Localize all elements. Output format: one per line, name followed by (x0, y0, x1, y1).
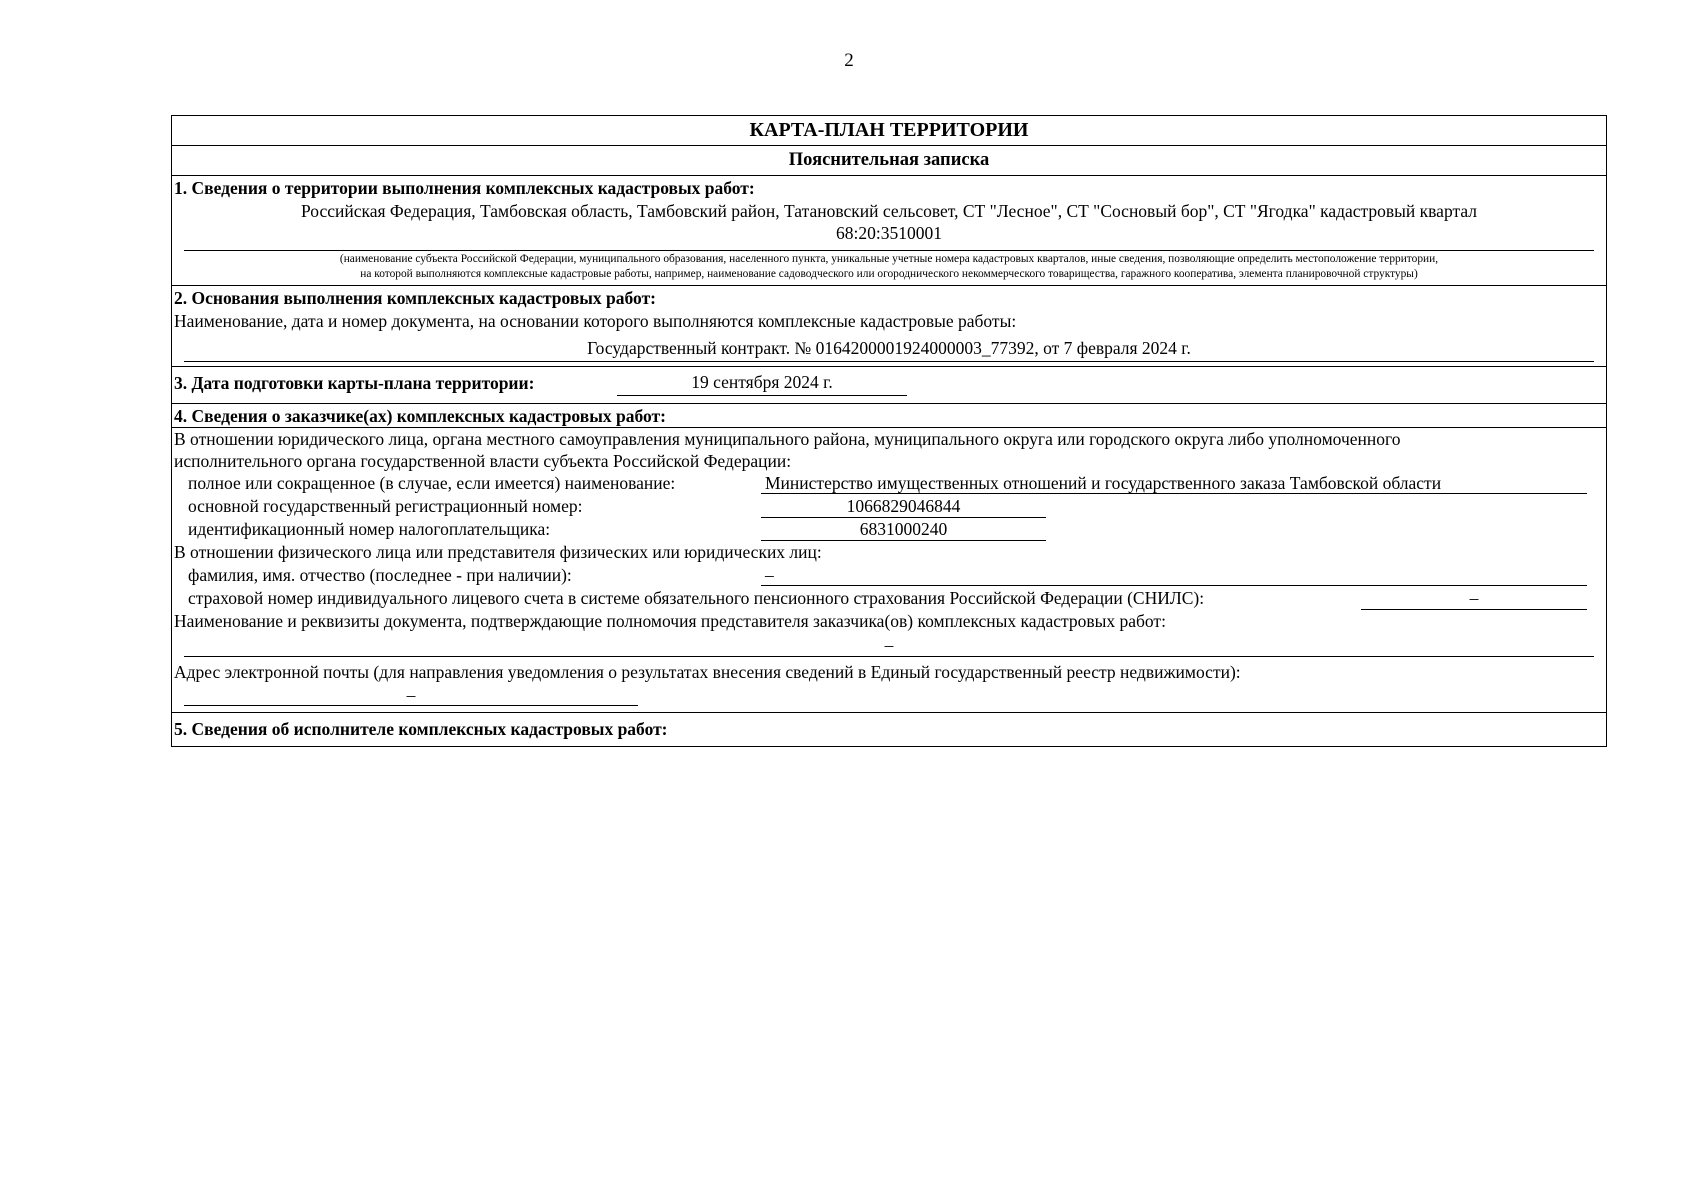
legal-entity-intro-line-1: В отношении юридического лица, органа местного самоуправления муниципального района, муниципального округа или городского округа либо уполномоченного (174, 429, 1401, 449)
snils-value: – (1361, 587, 1587, 610)
fio-label: фамилия, имя. отчество (последнее - при наличии): (188, 565, 572, 585)
basis-document-value: Государственный контракт. № 0164200001924000003_77392, от 7 февраля 2024 г. (184, 335, 1594, 362)
page-number: 2 (844, 50, 854, 71)
section-5-heading: 5. Сведения об исполнителе комплексных кадастровых работ: (174, 719, 668, 739)
section-2-basis (172, 286, 1606, 367)
snils-label: страховой номер индивидуального лицевого счета в системе обязательного пенсионного страхования Российской Федерации (СНИЛС): (188, 588, 1205, 608)
customer-name-value: Министерство имущественных отношений и государственного заказа Тамбовской области (761, 472, 1587, 494)
fio-value: – (761, 564, 1587, 586)
authority-docs-label: Наименование и реквизиты документа, подтверждающие полномочия представителя заказчика(ов) комплексных кадастровых работ: (174, 611, 1166, 631)
form-title: КАРТА-ПЛАН ТЕРРИТОРИИ (172, 116, 1606, 146)
territory-value-line-2: 68:20:3510001 (836, 223, 942, 243)
territory-hint-line-2: на которой выполняются комплексные кадастровые работы, например, наименование садоводческого или огороднического некоммерческого товарищества, гаражного кооператива, элемента планировочной структуры) (360, 268, 1418, 280)
section-1-heading: 1. Сведения о территории выполнения комплексных кадастровых работ: (174, 178, 755, 198)
section-2-heading: 2. Основания выполнения комплексных кадастровых работ: (174, 288, 657, 308)
email-value: – (184, 684, 638, 706)
territory-hint-line-1: (наименование субъекта Российской Федерации, муниципального образования, населенного пункта, уникальные учетные номера кадастровых кварталов, иные сведения, позволяющие определить местоположение территории, (339, 253, 1439, 265)
section-4-customer (172, 404, 1606, 713)
individual-intro: В отношении физического лица или представителя физических или юридических лиц: (174, 542, 822, 562)
preparation-date-value: 19 сентября 2024 г. (617, 370, 907, 396)
cadastral-form (171, 115, 1607, 747)
authority-docs-value: – (184, 634, 1594, 657)
section-1-territory (172, 176, 1606, 286)
section-3-date (172, 367, 1606, 404)
email-label: Адрес электронной почты (для направления уведомления о результатах внесения сведений в Единый государственный реестр недвижимости): (174, 662, 1241, 682)
inn-label: идентификационный номер налогоплательщика: (188, 519, 551, 539)
customer-name-label: полное или сокращенное (в случае, если имеется) наименование: (188, 473, 676, 493)
ogrn-value: 1066829046844 (761, 495, 1046, 518)
inn-row (172, 518, 1606, 541)
section-3-heading: 3. Дата подготовки карты-плана территории: (174, 373, 535, 393)
inn-value: 6831000240 (761, 518, 1046, 541)
fio-row (172, 564, 1606, 587)
form-subtitle: Пояснительная записка (172, 146, 1606, 176)
legal-entity-intro-line-2: исполнительного органа государственной власти субъекта Российской Федерации: (174, 451, 792, 471)
customer-name-row (172, 472, 1606, 495)
snils-row (172, 587, 1606, 610)
ogrn-row (172, 495, 1606, 518)
basis-document-label: Наименование, дата и номер документа, на основании которого выполняются комплексные кадастровые работы: (174, 311, 1017, 331)
ogrn-label: основной государственный регистрационный номер: (188, 496, 583, 516)
territory-hint (184, 250, 1594, 282)
territory-value-line-1: Российская Федерация, Тамбовская область, Тамбовский район, Татановский сельсовет, СТ "Лесное", СТ "Сосновый бор", СТ "Ягодка" кадастровый квартал (300, 201, 1477, 221)
section-4-heading: 4. Сведения о заказчике(ах) комплексных кадастровых работ: (172, 404, 1606, 428)
